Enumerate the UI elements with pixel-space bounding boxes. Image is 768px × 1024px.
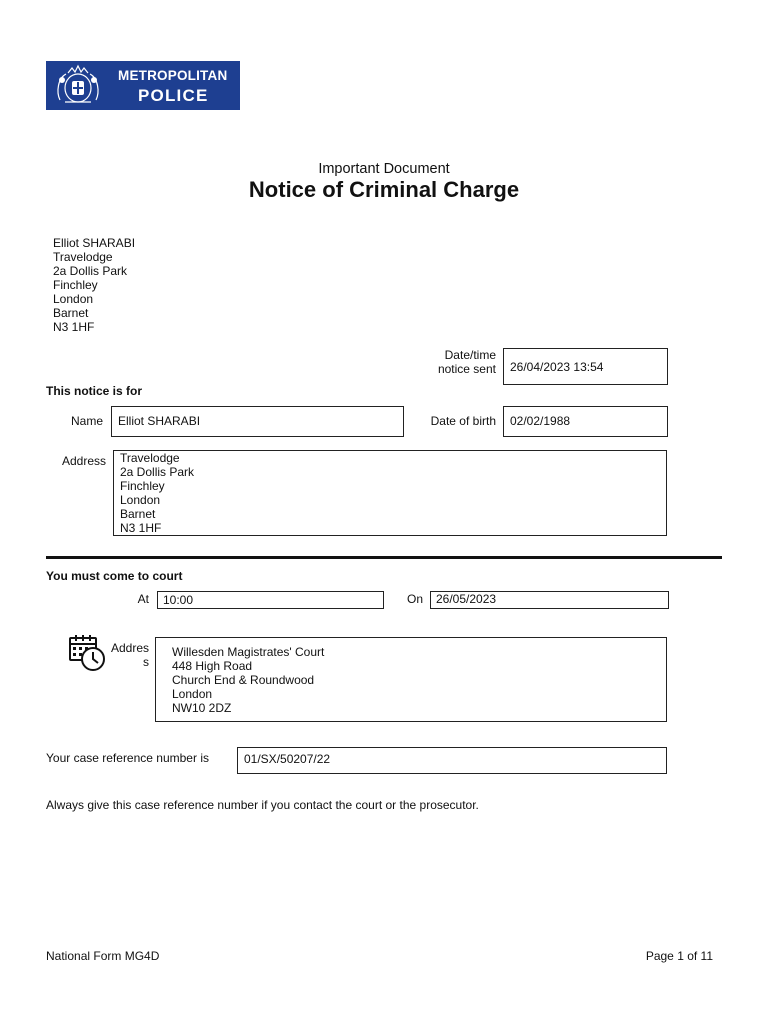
address-label: Address — [61, 454, 106, 468]
sent-label — [400, 348, 496, 376]
reference-field — [237, 747, 667, 774]
at-label: At — [137, 592, 149, 606]
on-value: 26/05/2023 — [436, 592, 497, 606]
on-field — [430, 591, 669, 609]
logo-line-1: METROPOLITAN — [118, 68, 228, 83]
notice-for-heading: This notice is for — [46, 384, 143, 398]
address-line: Elliot SHARABI — [53, 236, 136, 250]
reference-value: 01/SX/50207/22 — [244, 752, 331, 766]
metropolitan-police-logo — [46, 61, 240, 110]
court-address-label-line-2: s — [143, 655, 149, 669]
court-heading: You must come to court — [46, 569, 183, 583]
address-line: Finchley — [120, 479, 165, 493]
dob-field — [503, 406, 668, 437]
sent-label-line-1: Date/time — [444, 348, 496, 362]
name-field — [111, 406, 404, 437]
address-line: London — [53, 292, 94, 306]
court-address-line: Willesden Magistrates' Court — [172, 645, 325, 659]
address-line: 2a Dollis Park — [120, 465, 195, 479]
sent-field — [503, 348, 668, 385]
sent-value: 26/04/2023 13:54 — [510, 360, 604, 374]
section-divider — [46, 556, 722, 559]
footer-page-number: Page 1 of 11 — [645, 949, 713, 963]
reference-label: Your case reference number is — [46, 751, 209, 765]
address-line: N3 1HF — [120, 521, 162, 535]
address-line: N3 1HF — [53, 320, 95, 334]
court-address-field — [155, 637, 667, 722]
court-address-line: Church End & Roundwood — [172, 673, 315, 687]
document-title: Notice of Criminal Charge — [248, 177, 520, 202]
address-line: Barnet — [53, 306, 89, 320]
court-address-line: 448 High Road — [172, 659, 253, 673]
address-line: Barnet — [120, 507, 156, 521]
court-address-label-line-1: Addres — [110, 641, 149, 655]
sent-label-line-2: notice sent — [437, 362, 496, 376]
calendar-clock-icon — [68, 634, 106, 672]
address-line: Travelodge — [53, 250, 113, 264]
logo-line-2: POLICE — [138, 86, 209, 105]
footer-form-name: National Form MG4D — [46, 949, 160, 963]
address-value — [120, 451, 194, 535]
address-field — [113, 450, 667, 536]
document-subtitle: Important Document — [318, 161, 450, 177]
reference-note: Always give this case reference number if you contact the court or the prosecutor. — [46, 798, 479, 812]
name-label: Name — [70, 414, 103, 428]
at-field — [157, 591, 384, 609]
court-address-value — [172, 645, 324, 715]
address-line: London — [120, 493, 161, 507]
address-line: Finchley — [53, 278, 98, 292]
address-line: 2a Dollis Park — [53, 264, 128, 278]
crest-icon — [50, 64, 106, 107]
court-address-line: London — [172, 687, 213, 701]
dob-label: Date of birth — [430, 414, 496, 428]
court-address-label — [104, 641, 149, 669]
name-value: Elliot SHARABI — [118, 414, 201, 428]
address-line: Travelodge — [120, 451, 180, 465]
on-label: On — [406, 592, 423, 606]
at-value: 10:00 — [163, 593, 194, 607]
dob-value: 02/02/1988 — [510, 414, 571, 428]
court-address-line: NW10 2DZ — [172, 701, 232, 715]
recipient-address — [53, 236, 135, 334]
